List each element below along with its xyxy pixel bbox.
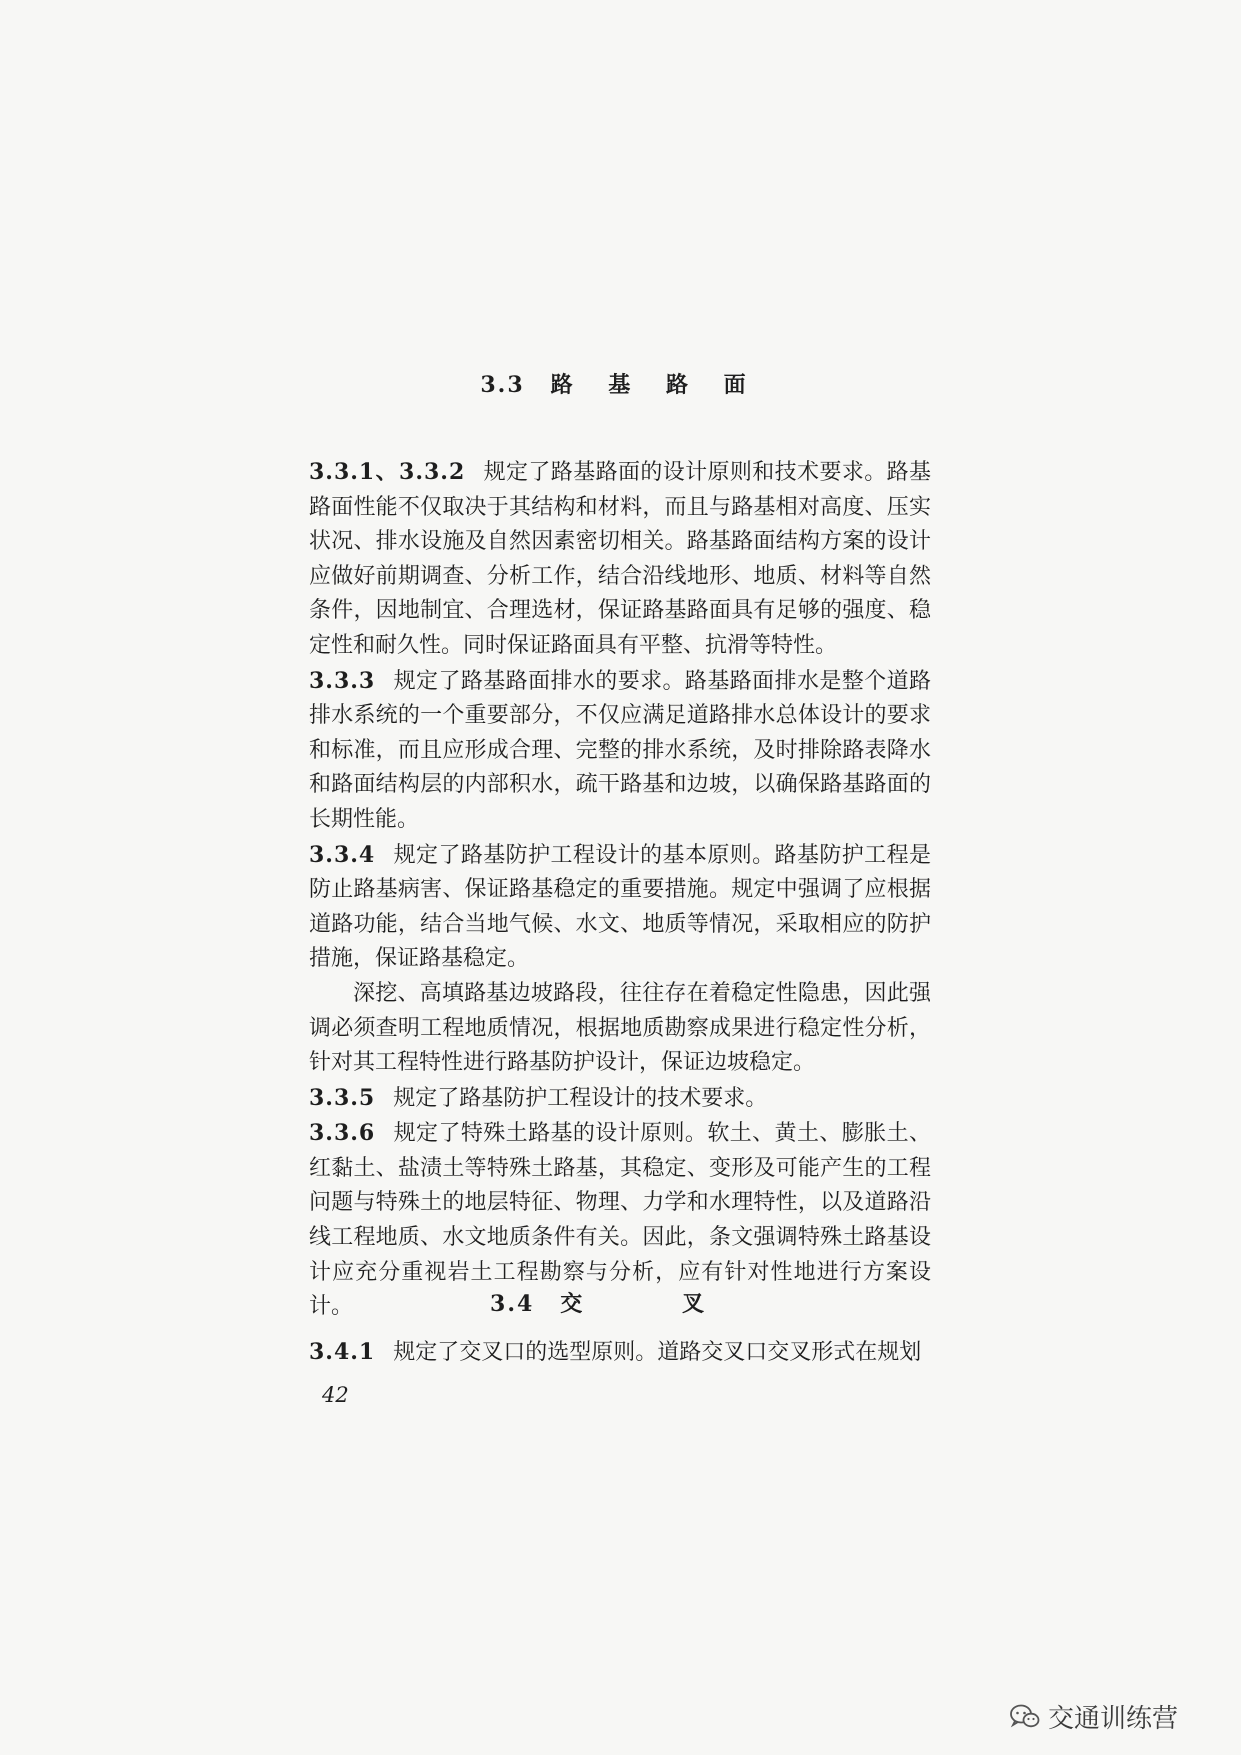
paragraph-text: 规定了交叉口的选型原则。道路交叉口交叉形式在规划 — [393, 1340, 922, 1365]
section-heading-3-4 — [310, 1287, 930, 1318]
clause-number: 3.4.1 — [309, 1339, 376, 1365]
section-title-text: 交 叉 — [560, 1291, 750, 1317]
paragraph-text: 规定了特殊土路基的设计原则。软土、黄土、膨胀土、红黏土、盐渍土等特殊土路基，其稳定、变形及可能产生的工程问题与特殊土的地层特征、物理、力学和水理特性，以及道路沿线工程地质、水文地质条件有关。因此，条文强调特殊土路基设计应充分重视岩土工程勘察与分析，应有针对性地进行方案设计。 — [309, 1121, 931, 1320]
clause-number: 3.3.3 — [309, 667, 376, 694]
paragraph-3-3-4 — [309, 838, 931, 977]
paragraph-text: 规定了路基路面排水的要求。路基路面排水是整个道路排水系统的一个重要部分，不仅应满足道路排水总体设计的要求和标准，而且应形成合理、完整的排水系统，及时排除路表降水和路面结构层的内部积水，疏干路基和边坡，以确保路基路面的长期性能。 — [309, 668, 931, 832]
section-number: 3.4 — [490, 1291, 535, 1317]
watermark — [1010, 1698, 1178, 1735]
paragraph-text: 规定了路基防护工程设计的基本原则。路基防护工程是防止路基病害、保证路基稳定的重要措施。规定中强调了应根据道路功能，结合当地气候、水文、地质等情况，采取相应的防护措施，保证路基稳定。 — [309, 842, 931, 972]
paragraph-3-3-3 — [309, 664, 931, 838]
section-heading-3-3 — [310, 368, 930, 399]
watermark-text: 交通训练营 — [1048, 1704, 1179, 1734]
wechat-icon — [1010, 1704, 1040, 1730]
clause-number: 3.3.4 — [309, 841, 376, 868]
section-title-text: 路 基 路 面 — [550, 372, 760, 398]
body-text-continued — [309, 1335, 931, 1371]
paragraph-text: 规定了路基路面的设计原则和技术要求。路基路面性能不仅取决于其结构和材料，而且与路基相对高度、压实状况、排水设施及自然因素密切相关。路基路面结构方案的设计应做好前期调查、分析工作，结合沿线地形、地质、材料等自然条件，因地制宜、合理选材，保证路基路面具有足够的强度、稳定性和耐久性。同时保证路面具有平整、抗滑等特性。 — [309, 460, 931, 658]
paragraph-3-3-1 — [309, 455, 931, 664]
paragraph-3-4-1 — [309, 1335, 931, 1371]
clause-number: 3.3.1、3.3.2 — [309, 459, 466, 485]
body-text — [309, 455, 931, 1325]
page-number: 42 — [322, 1383, 349, 1407]
clause-number: 3.3.6 — [309, 1120, 376, 1147]
paragraph-text: 规定了路基防护工程设计的技术要求。 — [393, 1085, 768, 1111]
section-number: 3.3 — [480, 372, 525, 398]
paragraph-text: 深挖、高填路基边坡路段，往往存在着稳定性隐患，因此强调必须查明工程地质情况，根据地质勘察成果进行稳定性分析，针对其工程特性进行路基防护设计，保证边坡稳定。 — [309, 980, 931, 1076]
clause-number: 3.3.5 — [309, 1084, 376, 1111]
paragraph-continuation — [309, 977, 931, 1081]
paragraph-3-3-5 — [309, 1081, 931, 1117]
